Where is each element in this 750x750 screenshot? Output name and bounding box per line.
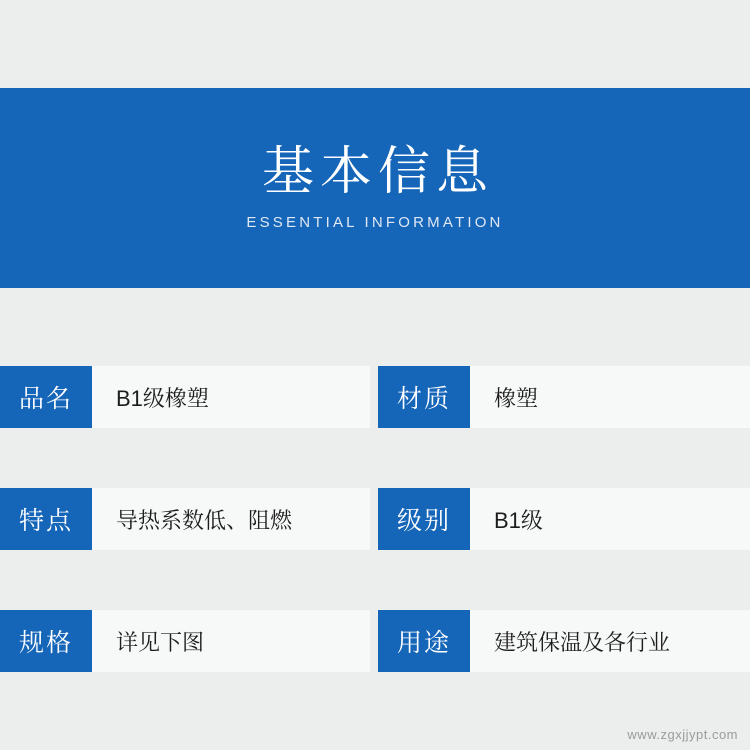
info-label: 特点	[0, 488, 92, 550]
info-value: B1级	[470, 488, 750, 550]
table-row	[0, 610, 750, 672]
table-row	[0, 488, 750, 550]
info-label: 规格	[0, 610, 92, 672]
info-label: 材质	[378, 366, 470, 428]
info-label: 用途	[378, 610, 470, 672]
info-table	[0, 366, 750, 672]
info-pair-grade	[378, 488, 750, 550]
page-subtitle: ESSENTIAL INFORMATION	[246, 213, 504, 231]
info-pair-material	[378, 366, 750, 428]
info-label: 品名	[0, 366, 92, 428]
info-value: B1级橡塑	[92, 366, 370, 428]
info-value: 详见下图	[92, 610, 370, 672]
table-row	[0, 366, 750, 428]
info-pair-specification	[0, 610, 370, 672]
page-title: 基本信息	[261, 143, 494, 202]
header-banner	[0, 88, 750, 288]
info-value: 建筑保温及各行业	[470, 610, 750, 672]
info-pair-usage	[378, 610, 750, 672]
info-pair-product-name	[0, 366, 370, 428]
info-value: 导热系数低、阻燃	[92, 488, 370, 550]
info-label: 级别	[378, 488, 470, 550]
info-pair-features	[0, 488, 370, 550]
site-watermark: www.zgxjjypt.com	[627, 727, 738, 742]
info-value: 橡塑	[470, 366, 750, 428]
